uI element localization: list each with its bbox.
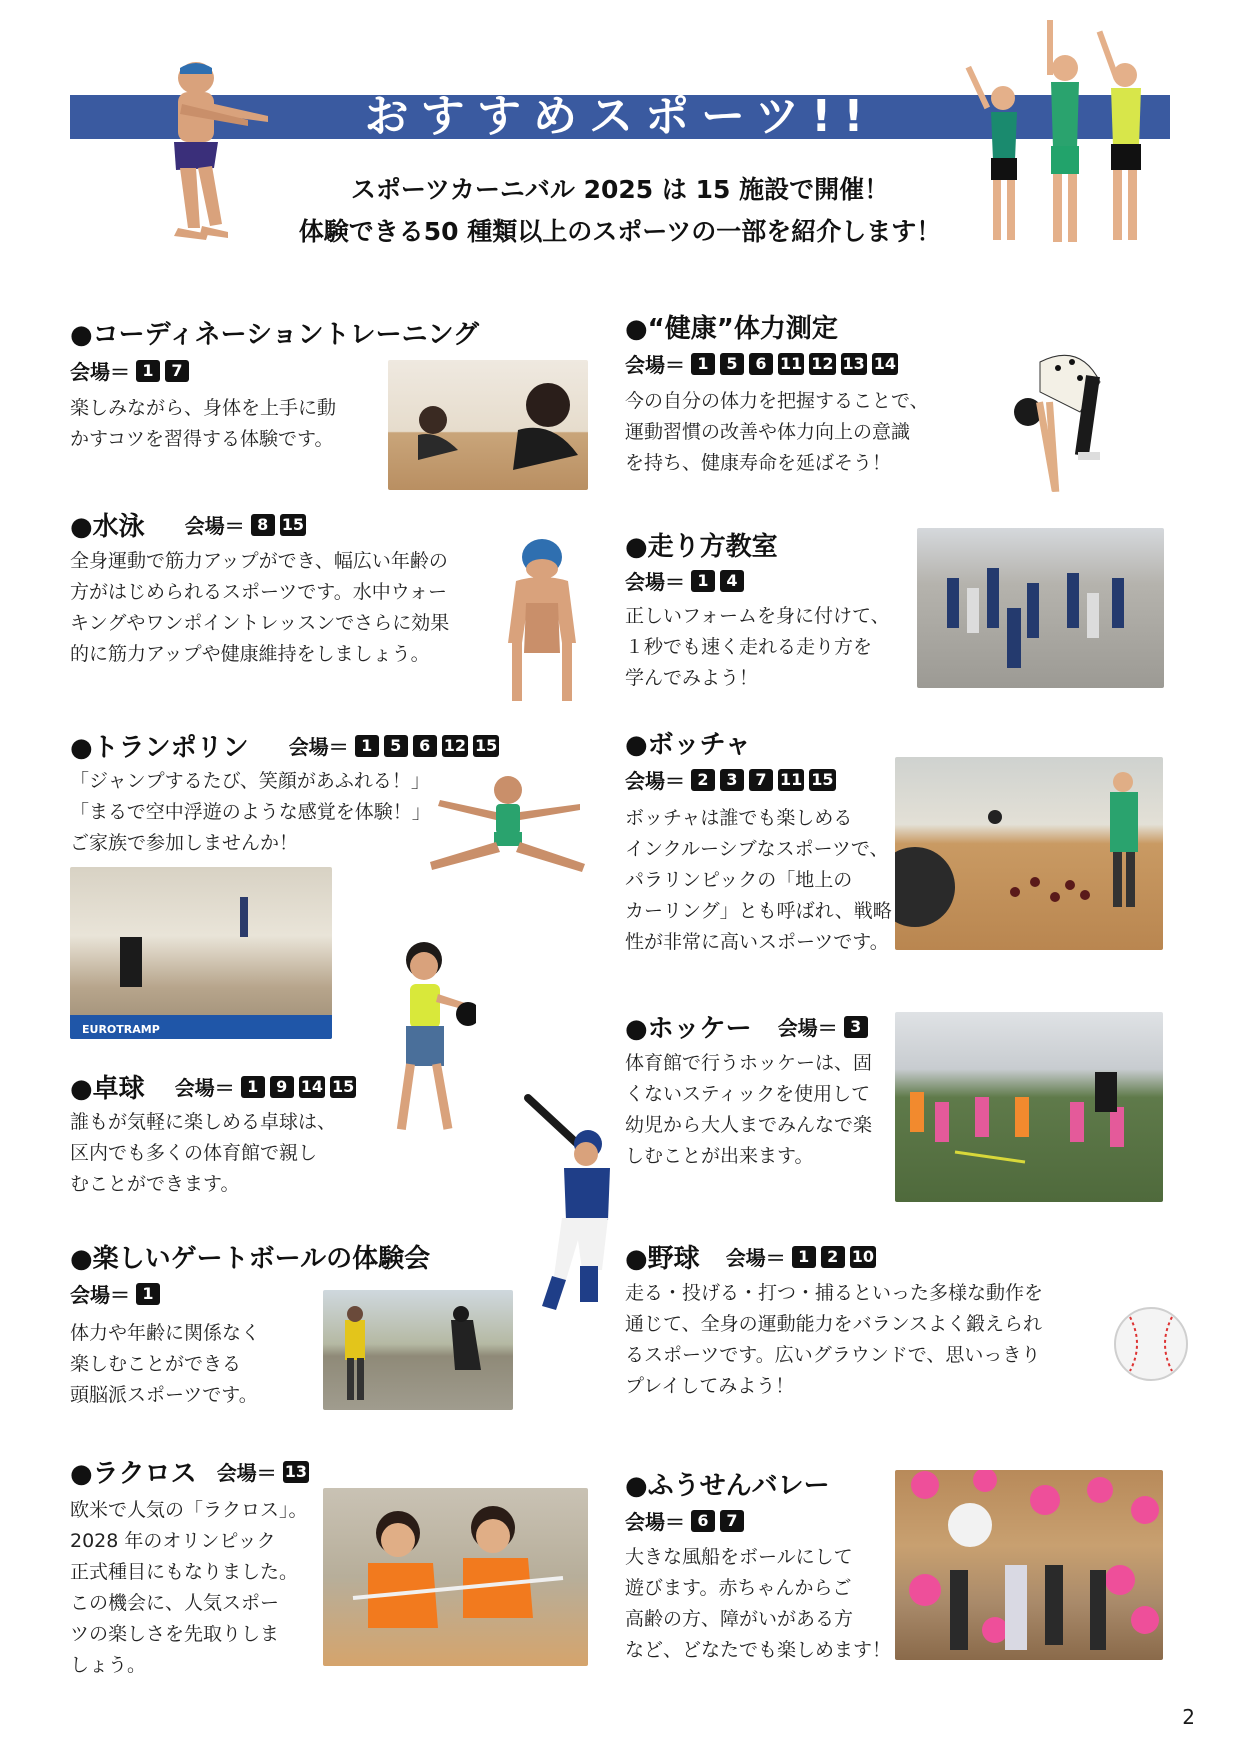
venue-number: 3 [844,1016,868,1038]
running-title: ●走り方教室 [625,532,778,562]
venue-number: 10 [851,1246,874,1266]
venue-number: 6 [413,735,437,757]
venue-number: 2 [691,769,715,791]
venue-number: 7 [749,769,773,791]
venue-label: 会場＝ [625,1510,685,1534]
venue-number: 1 [241,1076,265,1098]
venue-number: 2 [821,1246,845,1268]
venue-label: 会場＝ [70,1283,130,1307]
venue-number: 1 [691,570,715,592]
balloon-volley-text: 大きな風船をボールにして 遊びます。赤ちゃんからご 高齢の方、障がいがある方 など、どなたでも楽しめます！ [625,1546,892,1661]
swimming-header [70,506,311,543]
lacrosse-header [70,1453,314,1490]
intro-line-2: 体験できる50 種類以上のスポーツの一部を紹介します！ [298,217,942,246]
trampoline-header [70,727,504,764]
trampoline-photo [70,867,332,1039]
lacrosse-photo [323,1488,588,1666]
coordination-venues [70,356,194,385]
venue-number: 1 [136,1283,160,1305]
venue-number: 13 [842,353,865,373]
venue-label: 会場＝ [625,769,685,793]
hockey-title: ●ホッケー [625,1014,752,1044]
health-title: ●“健康”体力測定 [625,314,838,344]
venue-number: 15 [331,1076,355,1096]
venue-number: 8 [251,514,275,536]
venue-number: 1 [355,735,379,757]
venue-number: 15 [811,769,834,789]
baseball-header [625,1238,881,1275]
venue-number: 11 [780,353,803,373]
venue-number: 1 [691,353,715,375]
venue-number: 6 [691,1510,715,1532]
venue-label: 会場＝ [70,360,130,384]
baseball-text: 走る・投げる・打つ・捕るといった多様な動作を 通じて、全身の運動能力をバランスよく鍛えられ るスポーツです。広いグラウンドで、思いっきり プレイしてみよう！ [625,1282,1044,1397]
lacrosse-title: ●ラクロス [70,1459,197,1489]
trampoline-title: ●トランポリン [70,733,249,763]
running-photo [917,528,1164,688]
venue-label: 会場＝ [174,1076,235,1100]
venue-number: 12 [811,353,834,373]
venue-label: 会場＝ [625,353,685,377]
baseball-ball-icon [1112,1305,1190,1383]
venue-label: 会場＝ [777,1016,838,1040]
hockey-venues [778,1012,873,1041]
venue-number: 6 [749,353,773,375]
venue-number: 5 [720,353,744,375]
venue-number: 9 [270,1076,294,1098]
baseball-venues [726,1242,881,1271]
boccia-venues [625,765,841,794]
venue-number: 4 [720,570,744,592]
venue-label: 会場＝ [288,735,349,759]
venue-number: 1 [136,360,160,382]
tabletennis-text: 誰もが気軽に楽しめる卓球は、 区内でも多くの体育館で親し むことができます。 [70,1111,337,1195]
swimmer-figure [496,533,588,708]
tabletennis-venues [175,1072,362,1101]
running-venues [625,566,749,595]
health-venues [625,349,903,378]
venue-number: 15 [474,735,498,755]
venue-label: 会場＝ [725,1246,786,1270]
swimming-title: ●水泳 [70,512,145,542]
boccia-title: ●ボッチャ [625,730,751,760]
gymnast-girls-figure [965,20,1165,260]
coordination-photo [388,360,588,490]
tabletennis-title: ●卓球 [70,1074,145,1104]
lacrosse-text: 欧米で人気の「ラクロス」。 2028 年のオリンピック 正式種目にもなりました。 この機会に、人気スポー ツの楽しさを先取りしま しょう。 [70,1499,308,1676]
trampoline-text: 「ジャンプするたび、笑顔があふれる！」 「まるで空中浮遊のような感覚を体験！」 ご家族で参加しませんか！ [70,770,431,854]
venue-label: 会場＝ [216,1461,277,1485]
gateball-title: ●楽しいゲートボールの体験会 [70,1244,431,1274]
boccia-photo [895,757,1163,950]
intro-line-1: スポーツカーニバル 2025 は 15 施設で開催！ [350,175,890,204]
gateball-venues [70,1279,165,1308]
hockey-text: 体育館で行うホッケーは、固 くないスティックを使用して 幼児から大人までみんなで楽 しむことが出来ます。 [625,1052,873,1167]
venue-number: 15 [281,514,304,534]
venue-number: 11 [780,769,803,789]
boccia-text: ボッチャは誰でも楽しめる インクルーシブなスポーツで、 パラリンピックの「地上の カーリング」とも呼ばれ、戦略 性が非常に高いスポーツです。 [625,807,892,953]
coordination-text: 楽しみながら、身体を上手に動 かすコツを習得する体験です。 [70,397,337,450]
hockey-photo [895,1012,1163,1202]
trampoline-venues [289,731,505,760]
baseball-title: ●野球 [625,1244,700,1274]
page-title: おすすめスポーツ!! [364,91,876,142]
venue-number: 1 [792,1246,816,1268]
table-tennis-boy-figure [376,938,476,1148]
venue-number: 14 [300,1076,323,1096]
venue-number: 12 [443,735,466,755]
gateball-photo [323,1290,513,1410]
venue-number: 5 [384,735,408,757]
venue-label: 会場＝ [625,570,685,594]
venue-number: 14 [873,353,897,373]
swimming-text: 全身運動で筋力アップができ、幅広い年齢の 方がはじめられるスポーツです。水中ウォー キングやワンポイントレッスンでさらに効果 的に筋力アップや健康維持をしましょう。 [70,550,450,665]
lacrosse-venues [217,1457,314,1486]
hockey-header [625,1008,873,1045]
venue-number: 13 [284,1461,307,1481]
stretching-girl-figure [1000,332,1120,512]
tabletennis-header [70,1068,361,1105]
balloon-volley-title: ●ふうせんバレー [625,1471,830,1501]
venue-number: 7 [720,1510,744,1532]
health-text: 今の自分の体力を把握することで、 運動習慣の改善や体力向上の意識 を持ち、健康寿命を延ばそう！ [625,390,929,474]
balloon-volley-photo [895,1470,1163,1660]
venue-number: 3 [720,769,744,791]
running-text: 正しいフォームを身に付けて、 １秒でも速く走れる走り方を 学んでみよう！ [625,605,890,689]
swimming-venues [185,510,311,539]
gateball-text: 体力や年齢に関係なく 楽しむことができる 頭脳派スポーツです。 [70,1322,261,1406]
baseball-batter-figure [522,1080,622,1330]
balloon-volley-venues [625,1506,749,1535]
jumping-boy-figure [420,772,595,887]
venue-number: 7 [165,360,189,382]
page-number: 2 [1182,1705,1195,1729]
diving-boy-figure [118,58,278,258]
eurotramp-sign: EUROTRAMP [82,1023,160,1036]
coordination-title: ●コーディネーショントレーニング [70,320,480,350]
venue-label: 会場＝ [184,514,245,538]
